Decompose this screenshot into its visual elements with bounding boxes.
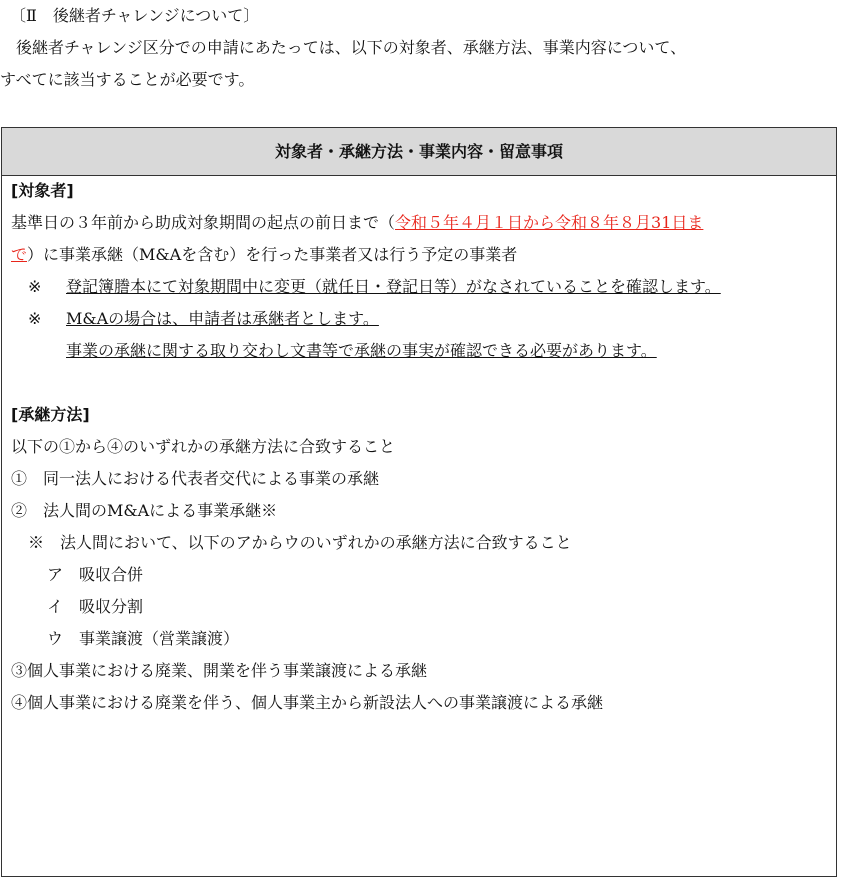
method-item-2-note: ※ 法人間において、以下のアからウのいずれかの承継方法に合致すること — [28, 533, 572, 552]
method-item-1: ① 同一法人における代表者交代による事業の承継 — [11, 469, 380, 488]
target-period-red: 令和５年４月１日から令和８年８月31日ま — [395, 213, 704, 232]
note-mark-2: ※ — [28, 309, 42, 328]
target-line-1 — [11, 209, 703, 237]
method-heading: [承継方法] — [11, 405, 90, 424]
requirements-box — [1, 127, 837, 877]
method-item-2: ② 法人間のM&Aによる事業承継※ — [11, 501, 278, 520]
method-item-3: ③個人事業における廃業、開業を伴う事業譲渡による承継 — [11, 661, 428, 680]
method-intro: 以下の①から④のいずれかの承継方法に合致すること — [11, 437, 396, 456]
note-ma-document: 事業の承継に関する取り交わし文書等で承継の事実が確認できる必要があります。 — [66, 341, 657, 360]
method-sub-a: ア 吸収合併 — [47, 565, 144, 584]
method-sub-u: ウ 事業譲渡（営業譲渡） — [47, 629, 240, 648]
box-header: 対象者・承継方法・事業内容・留意事項 — [2, 128, 836, 176]
target-period-red-end: で — [11, 245, 28, 264]
intro-line-1: 後継者チャレンジ区分での申請にあたっては、以下の対象者、承継方法、事業内容について、 — [0, 38, 687, 57]
target-period-suffix: ）に事業承継（M&Aを含む）を行った事業者又は行う予定の事業者 — [27, 245, 518, 264]
note-mark-1: ※ — [28, 277, 42, 296]
target-line-2 — [11, 241, 517, 269]
target-period-prefix: 基準日の３年前から助成対象期間の起点の前日まで（ — [11, 213, 396, 232]
intro-line-2: すべてに該当することが必要です。 — [0, 70, 255, 89]
method-item-4: ④個人事業における廃業を伴う、個人事業主から新設法人への事業譲渡による承継 — [11, 693, 604, 712]
target-heading: [対象者] — [11, 181, 74, 200]
method-sub-i: イ 吸収分割 — [47, 597, 144, 616]
section-heading: 〔Ⅱ 後継者チャレンジについて〕 — [10, 6, 260, 25]
note-ma-applicant: M&Aの場合は、申請者は承継者とします。 — [66, 309, 379, 328]
note-registry: 登記簿謄本にて対象期間中に変更（就任日・登記日等）がなされていることを確認します。 — [66, 277, 721, 296]
